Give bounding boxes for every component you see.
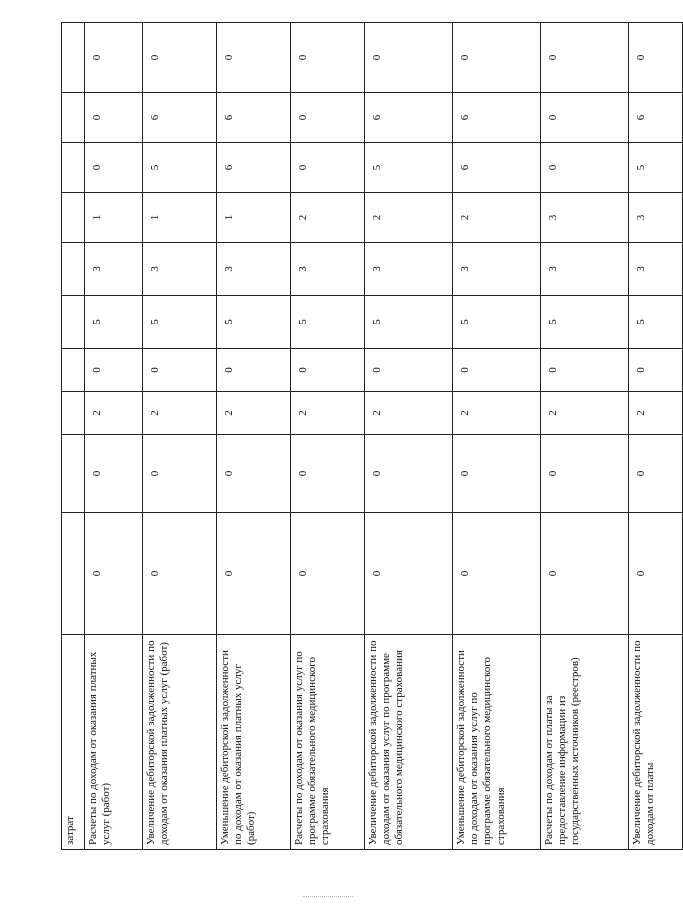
row-label-cell: Уменьшение дебиторской задолженности по доходам от оказания услуг по программе обязательного медицинского страхования bbox=[453, 635, 541, 850]
value-cell: 0 bbox=[365, 435, 453, 513]
value-cell: 0 bbox=[365, 23, 453, 93]
value-cell: 5 bbox=[217, 296, 291, 349]
header-cell bbox=[62, 349, 85, 392]
row-label-cell: Расчеты по доходам от платы за предоставление информации из государственных источников (реестров) bbox=[541, 635, 629, 850]
value-cell: 3 bbox=[217, 243, 291, 296]
header-cell bbox=[62, 193, 85, 243]
row-label-cell: Увеличение дебиторской задолженности по доходам от оказания услуг по программе обязательного медицинского страхования bbox=[365, 635, 453, 850]
value-cell: 0 bbox=[629, 435, 683, 513]
value-cell: 0 bbox=[85, 143, 143, 193]
value-cell: 0 bbox=[85, 513, 143, 635]
value-cell: 5 bbox=[85, 296, 143, 349]
value-cell: 0 bbox=[85, 23, 143, 93]
value-cell: 0 bbox=[85, 435, 143, 513]
table-row bbox=[143, 23, 217, 850]
value-cell: 3 bbox=[629, 243, 683, 296]
value-cell: 2 bbox=[143, 392, 217, 435]
value-cell: 2 bbox=[217, 392, 291, 435]
value-cell: 6 bbox=[365, 93, 453, 143]
value-cell: 0 bbox=[541, 23, 629, 93]
value-cell: 3 bbox=[143, 243, 217, 296]
table-row bbox=[629, 23, 683, 850]
row-label-cell: Расчеты по доходам от оказания платных услуг (работ) bbox=[85, 635, 143, 850]
table-row bbox=[453, 23, 541, 850]
value-cell: 0 bbox=[453, 513, 541, 635]
table-body bbox=[62, 23, 683, 850]
value-cell: 5 bbox=[453, 296, 541, 349]
value-cell: 0 bbox=[217, 513, 291, 635]
value-cell: 0 bbox=[291, 93, 365, 143]
value-cell: 1 bbox=[85, 193, 143, 243]
value-cell: 2 bbox=[629, 392, 683, 435]
value-cell: 6 bbox=[629, 93, 683, 143]
value-cell: 0 bbox=[143, 349, 217, 392]
header-label-cell: затрат bbox=[62, 635, 85, 850]
table-row bbox=[541, 23, 629, 850]
value-cell: 0 bbox=[365, 513, 453, 635]
value-cell: 1 bbox=[143, 193, 217, 243]
header-cell bbox=[62, 392, 85, 435]
value-cell: 5 bbox=[143, 296, 217, 349]
value-cell: 2 bbox=[365, 392, 453, 435]
value-cell: 0 bbox=[143, 435, 217, 513]
row-label-cell: Увеличение дебиторской задолженности по доходам от оказания платных услуг (работ) bbox=[143, 635, 217, 850]
value-cell: 0 bbox=[541, 435, 629, 513]
header-cell bbox=[62, 435, 85, 513]
table-row bbox=[217, 23, 291, 850]
value-cell: 0 bbox=[291, 143, 365, 193]
value-cell: 3 bbox=[291, 243, 365, 296]
value-cell: 3 bbox=[453, 243, 541, 296]
value-cell: 3 bbox=[541, 243, 629, 296]
value-cell: 0 bbox=[85, 349, 143, 392]
scan-artifact bbox=[303, 896, 353, 898]
value-cell: 3 bbox=[85, 243, 143, 296]
value-cell: 5 bbox=[291, 296, 365, 349]
value-cell: 0 bbox=[629, 513, 683, 635]
value-cell: 0 bbox=[291, 349, 365, 392]
value-cell: 0 bbox=[453, 349, 541, 392]
row-label-cell: Расчеты по доходам от оказания услуг по программе обязательного медицинского страхования bbox=[291, 635, 365, 850]
value-cell: 2 bbox=[365, 193, 453, 243]
value-cell: 5 bbox=[143, 143, 217, 193]
value-cell: 0 bbox=[453, 23, 541, 93]
accounts-table bbox=[61, 22, 683, 850]
value-cell: 5 bbox=[541, 296, 629, 349]
value-cell: 3 bbox=[365, 243, 453, 296]
value-cell: 0 bbox=[291, 23, 365, 93]
value-cell: 6 bbox=[217, 143, 291, 193]
value-cell: 6 bbox=[453, 143, 541, 193]
header-row bbox=[62, 23, 85, 850]
value-cell: 0 bbox=[541, 93, 629, 143]
header-cell bbox=[62, 143, 85, 193]
value-cell: 2 bbox=[85, 392, 143, 435]
header-cell bbox=[62, 93, 85, 143]
value-cell: 6 bbox=[453, 93, 541, 143]
table-row bbox=[365, 23, 453, 850]
header-cell bbox=[62, 243, 85, 296]
value-cell: 0 bbox=[541, 513, 629, 635]
row-label-cell: Уменьшение дебиторской задолженности по доходам от оказания платных услуг (работ) bbox=[217, 635, 291, 850]
rotated-table-container bbox=[61, 54, 657, 850]
value-cell: 0 bbox=[541, 143, 629, 193]
header-cell bbox=[62, 513, 85, 635]
value-cell: 2 bbox=[541, 392, 629, 435]
value-cell: 6 bbox=[217, 93, 291, 143]
value-cell: 5 bbox=[629, 143, 683, 193]
value-cell: 0 bbox=[143, 513, 217, 635]
value-cell: 0 bbox=[453, 435, 541, 513]
value-cell: 2 bbox=[291, 392, 365, 435]
value-cell: 0 bbox=[143, 23, 217, 93]
header-cell bbox=[62, 296, 85, 349]
value-cell: 0 bbox=[629, 23, 683, 93]
header-cell bbox=[62, 23, 85, 93]
value-cell: 0 bbox=[291, 435, 365, 513]
table-row bbox=[85, 23, 143, 850]
value-cell: 3 bbox=[541, 193, 629, 243]
value-cell: 3 bbox=[629, 193, 683, 243]
value-cell: 2 bbox=[453, 193, 541, 243]
table-row bbox=[291, 23, 365, 850]
value-cell: 2 bbox=[453, 392, 541, 435]
value-cell: 1 bbox=[217, 193, 291, 243]
value-cell: 5 bbox=[365, 296, 453, 349]
value-cell: 0 bbox=[365, 349, 453, 392]
value-cell: 0 bbox=[541, 349, 629, 392]
value-cell: 2 bbox=[291, 193, 365, 243]
value-cell: 0 bbox=[217, 23, 291, 93]
value-cell: 0 bbox=[85, 93, 143, 143]
value-cell: 0 bbox=[217, 435, 291, 513]
value-cell: 5 bbox=[365, 143, 453, 193]
value-cell: 0 bbox=[629, 349, 683, 392]
value-cell: 6 bbox=[143, 93, 217, 143]
value-cell: 5 bbox=[629, 296, 683, 349]
value-cell: 0 bbox=[291, 513, 365, 635]
row-label-cell: Увеличение дебиторской задолженности по доходам от платы bbox=[629, 635, 683, 850]
value-cell: 0 bbox=[217, 349, 291, 392]
